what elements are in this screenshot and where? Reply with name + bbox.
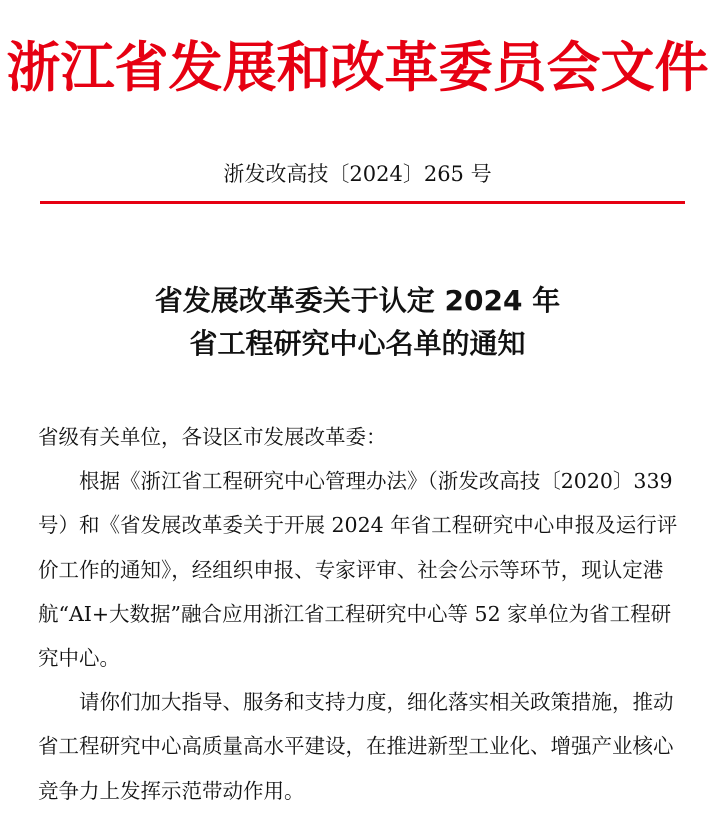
document-body: [38, 415, 686, 813]
salutation: 省级有关单位，各设区市发展改革委：: [38, 425, 387, 449]
red-divider-line: [40, 201, 685, 204]
document-number: 浙发改高技〔2024〕265 号: [223, 162, 492, 186]
title-line-2: 省工程研究中心名单的通知: [189, 327, 526, 360]
issuer-header: 浙江省发展和改革委员会文件: [6, 36, 709, 99]
body-paragraph-2: 请你们加大指导、服务和支持力度，细化落实相关政策措施，推动省工程研究中心高质量高水平建设，在推进新型工业化、增强产业核心竞争力上发挥示范带动作用。: [38, 690, 674, 803]
body-paragraph-1: 根据《浙江省工程研究中心管理办法》（浙发改高技〔2020〕339 号）和《省发展改革委关于开展 2024 年省工程研究中心申报及运行评价工作的通知》，经组织申报、专家评审、社会公示等环节，现认定港航“AI+大数据”融合应用浙江省工程研究中心等 52 家单位为省工程研究中心。: [38, 469, 678, 671]
title-line-1: 省发展改革委关于认定 2024 年: [154, 284, 561, 317]
document-title: [0, 279, 715, 365]
